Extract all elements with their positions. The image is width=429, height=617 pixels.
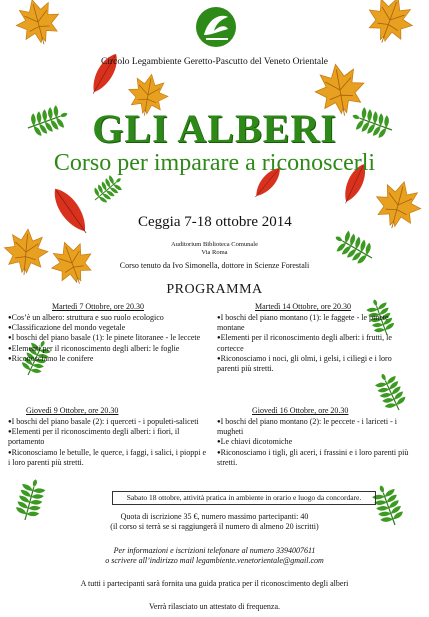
session-day: Giovedì 16 Ottobre, ore 20.30 — [252, 406, 349, 415]
session-item: ● I boschi del piano basale (1): le pinete litoranee - le leccete — [8, 333, 208, 343]
contact-line: Per informazioni e iscrizioni telefonare al numero 3394007611 — [113, 546, 316, 555]
fee-line: Quota di iscrizione 35 €, numero massimo partecipanti: 40 — [120, 512, 309, 521]
fee-line: (il corso si terrà se si raggiungerà il numero di almeno 20 iscritti) — [110, 522, 319, 531]
session-item: ● I boschi del piano montano (1): le faggete - le pinete montane — [217, 313, 411, 333]
footer-guide: A tutti i partecipanti sarà fornita una guida pratica per il riconoscimento degli alberi — [80, 579, 349, 588]
teacher-line: Corso tenuto da Ivo Simonella, dottore in Scienze Forestali — [119, 261, 310, 270]
venue-line: Via Roma — [201, 249, 228, 256]
session-items — [217, 417, 411, 468]
contact-info — [0, 546, 429, 566]
footer-certificate: Verrà rilasciato un attestato di frequenza. — [148, 602, 281, 611]
session-items — [8, 417, 208, 468]
program-heading: PROGRAMMA — [166, 282, 263, 297]
session-day: Martedì 14 Ottobre, ore 20.30 — [255, 302, 351, 311]
session-item: ● Riconosciamo le betulle, le querce, i faggi, i salici, i pioppi e i loro parenti più stretti. — [8, 448, 208, 468]
session-item: ● Elementi per il riconoscimento degli alberi: i fiori, il portamento — [8, 427, 208, 447]
session-item: ● I boschi del piano basale (2): i querceti - i populeti-saliceti — [8, 417, 208, 427]
course-dateline: Ceggia 7-18 ottobre 2014 — [138, 214, 292, 230]
session-item: ● Elementi per il riconoscimento degli alberi: i frutti, le cortecce — [217, 333, 411, 353]
contact-line: o scrivere all’indirizzo mail legambiente.venetorientale@gmail.com — [105, 556, 324, 565]
page-title: GLI ALBERI — [92, 106, 337, 151]
page-subtitle: Corso per imparare a riconoscerli — [53, 150, 376, 176]
session-day: Giovedì 9 Ottobre, ore 20.30 — [26, 406, 119, 415]
session-item: ● Classificazione del mondo vegetale — [8, 323, 208, 333]
session-items — [8, 313, 208, 364]
session-item: ● Riconosciamo le conifere — [8, 354, 208, 364]
organizer-line: Circolo Legambiente Geretto-Pascutto del Veneto Orientale — [101, 57, 328, 67]
legambiente-logo-icon — [194, 5, 238, 49]
session-item: ● Cos’è un albero: struttura e suo ruolo ecologico — [8, 313, 208, 323]
session-item: ● Le chiavi dicotomiche — [217, 437, 411, 447]
session-item: ● Riconosciamo i noci, gli olmi, i gelsi, i ciliegi e i loro parenti più stretti. — [217, 354, 411, 374]
fee-info — [0, 512, 429, 532]
venue — [0, 241, 429, 257]
venue-line: Auditorium Biblioteca Comunale — [170, 241, 258, 248]
session-items — [217, 313, 411, 374]
practical-activity-box: Sabato 18 ottobre, attività pratica in ambiente in orario e luogo da concordare. — [112, 491, 376, 505]
session-day: Martedì 7 Ottobre, ore 20.30 — [52, 302, 144, 311]
session-item: ● I boschi del piano montano (2): le peccete - i lariceti - i mugheti — [217, 417, 411, 437]
session-item: ● Elementi per il riconoscimento degli alberi: le foglie — [8, 344, 208, 354]
session-item: ● Riconosciamo i tigli, gli aceri, i frassini e i loro parenti più stretti. — [217, 448, 411, 468]
